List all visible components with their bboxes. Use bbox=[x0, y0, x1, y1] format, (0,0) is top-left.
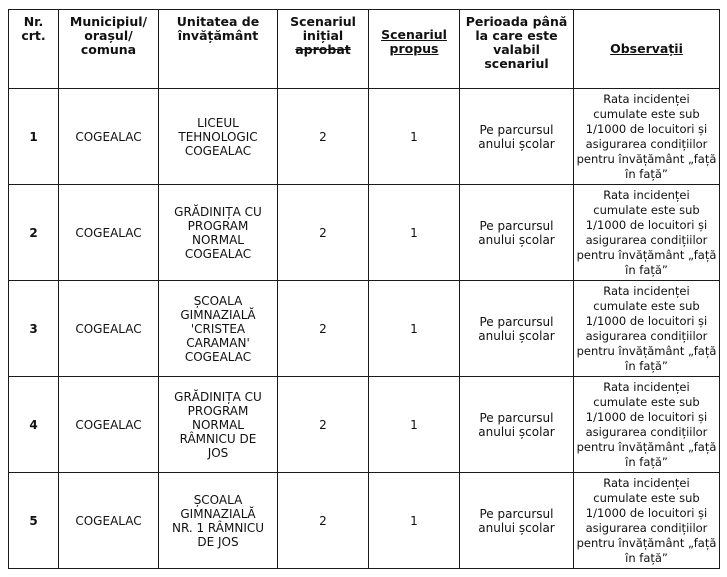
header-nr: Nr. crt. bbox=[9, 10, 59, 89]
cell-unitate: GRĂDINIȚA CU PROGRAM NORMAL RÂMNICU DE JOS bbox=[159, 377, 278, 473]
cell-observatii: Rata incidenței cumulate este sub 1/1000 de locuitori și asigurarea condițiilor pentru învățământ „față în față” bbox=[574, 473, 720, 569]
cell-unitate: ȘCOALA GIMNAZIALĂ 'CRISTEA CARAMAN' COGEALAC bbox=[159, 281, 278, 377]
scenario-table bbox=[8, 9, 720, 569]
cell-scenariu-initial: 2 bbox=[278, 185, 369, 281]
cell-scenariu-propus: 1 bbox=[369, 89, 460, 185]
cell-observatii: Rata incidenței cumulate este sub 1/1000 de locuitori și asigurarea condițiilor pentru învățământ „față în față” bbox=[574, 377, 720, 473]
cell-scenariu-initial: 2 bbox=[278, 377, 369, 473]
cell-unitate: LICEUL TEHNOLOGIC COGEALAC bbox=[159, 89, 278, 185]
header-perioada: Perioada până la care este valabil scenariul bbox=[460, 10, 574, 89]
cell-nr: 5 bbox=[9, 473, 59, 569]
cell-nr: 1 bbox=[9, 89, 59, 185]
cell-nr: 2 bbox=[9, 185, 59, 281]
cell-observatii: Rata incidenței cumulate este sub 1/1000 de locuitori și asigurarea condițiilor pentru învățământ „față în față” bbox=[574, 281, 720, 377]
table-row bbox=[9, 377, 720, 473]
cell-scenariu-initial: 2 bbox=[278, 281, 369, 377]
cell-scenariu-propus: 1 bbox=[369, 281, 460, 377]
table-row bbox=[9, 185, 720, 281]
cell-scenariu-propus: 1 bbox=[369, 185, 460, 281]
header-municipiu: Municipiul/ orașul/ comuna bbox=[59, 10, 159, 89]
header-row bbox=[9, 10, 720, 89]
table-row bbox=[9, 89, 720, 185]
cell-municipiu: COGEALAC bbox=[59, 473, 159, 569]
cell-perioada: Pe parcursul anului școlar bbox=[460, 473, 574, 569]
cell-perioada: Pe parcursul anului școlar bbox=[460, 281, 574, 377]
cell-observatii: Rata incidenței cumulate este sub 1/1000 de locuitori și asigurarea condițiilor pentru învățământ „față în față” bbox=[574, 185, 720, 281]
cell-municipiu: COGEALAC bbox=[59, 89, 159, 185]
cell-scenariu-propus: 1 bbox=[369, 473, 460, 569]
header-scenariu-initial: Scenariul inițial aprobat bbox=[278, 10, 369, 89]
cell-perioada: Pe parcursul anului școlar bbox=[460, 377, 574, 473]
cell-scenariu-initial: 2 bbox=[278, 89, 369, 185]
table-row bbox=[9, 473, 720, 569]
header-scenariu-propus: Scenariul propus bbox=[369, 10, 460, 89]
table-row bbox=[9, 281, 720, 377]
cell-unitate: GRĂDINIȚA CU PROGRAM NORMAL COGEALAC bbox=[159, 185, 278, 281]
cell-scenariu-initial: 2 bbox=[278, 473, 369, 569]
cell-unitate: ȘCOALA GIMNAZIALĂ NR. 1 RÂMNICU DE JOS bbox=[159, 473, 278, 569]
cell-scenariu-propus: 1 bbox=[369, 377, 460, 473]
header-unitate: Unitatea de învățământ bbox=[159, 10, 278, 89]
cell-nr: 4 bbox=[9, 377, 59, 473]
cell-nr: 3 bbox=[9, 281, 59, 377]
cell-municipiu: COGEALAC bbox=[59, 281, 159, 377]
header-observatii: Observații bbox=[574, 10, 720, 89]
cell-perioada: Pe parcursul anului școlar bbox=[460, 89, 574, 185]
cell-municipiu: COGEALAC bbox=[59, 377, 159, 473]
cell-municipiu: COGEALAC bbox=[59, 185, 159, 281]
cell-observatii: Rata incidenței cumulate este sub 1/1000 de locuitori și asigurarea condițiilor pentru învățământ „față în față” bbox=[574, 89, 720, 185]
cell-perioada: Pe parcursul anului școlar bbox=[460, 185, 574, 281]
